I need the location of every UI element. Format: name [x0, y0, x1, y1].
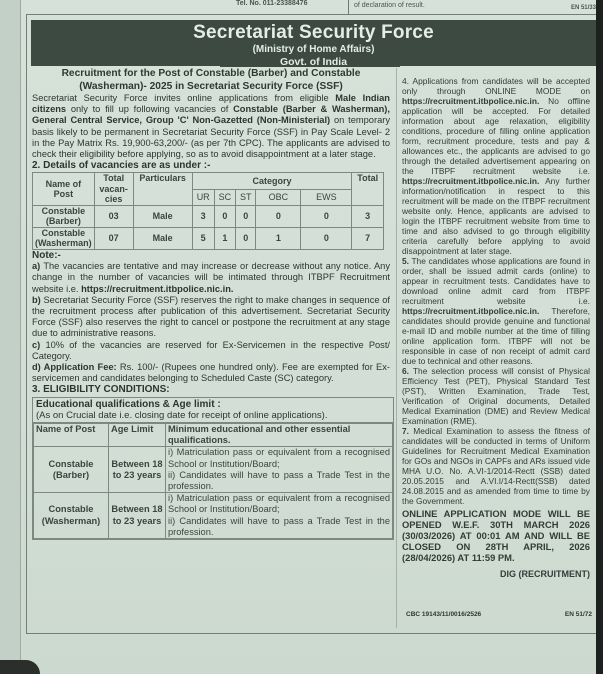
- cell-sc: 1: [214, 227, 235, 249]
- vacancies-heading: 2. Details of vacancies are as under :-: [32, 160, 211, 172]
- cell-total: 3: [352, 205, 384, 227]
- cell-ews: 0: [301, 227, 352, 249]
- page-edge-shadow: [596, 0, 603, 674]
- point-7: [402, 426, 590, 506]
- note-label: b): [32, 294, 41, 305]
- qualification-1: i) Matriculation pass or equivalent from a recognised School or Institution/Board;: [168, 493, 390, 515]
- eligibility-box: [32, 397, 394, 540]
- cell-obc: 1: [256, 227, 301, 249]
- declaration-text: of declaration of result.: [354, 2, 425, 9]
- table-row: [33, 205, 384, 227]
- note-a: [32, 261, 390, 295]
- point-6: [402, 366, 590, 426]
- col-total-vac: Total vacan-cies: [94, 173, 133, 206]
- divider: [348, 0, 349, 14]
- cell-ews: 0: [301, 205, 352, 227]
- col-post: Name of Post: [34, 423, 109, 446]
- title-line-1: Recruitment for the Post of Constable (Barber) and Constable: [61, 68, 361, 79]
- cell-ur: 3: [192, 205, 214, 227]
- note-text: The vacancies are tentative and may increase or decrease without any notice. Any change in the number of vacancies will be intimated through ITBPF Recruitment website i.e.: [32, 261, 390, 294]
- recruitment-title: [32, 68, 390, 93]
- note-c: [32, 340, 390, 362]
- cell-total-vac: 07: [94, 227, 133, 249]
- ministry-text: (Ministry of Home Affairs): [252, 44, 375, 55]
- ad-code: EN 51/33: [570, 5, 596, 11]
- col-particulars: Particulars: [133, 173, 192, 206]
- cell-particulars: Male: [133, 205, 192, 227]
- cell-age: Between 18 to 23 years: [109, 493, 166, 539]
- qualification-2: ii) Candidates will have to pass a Trade Test in the profession.: [168, 469, 390, 491]
- intro-text: Secretariat Security Force invites online applications from eligible: [32, 93, 336, 103]
- point-text: Medical Examination to assess the fitness of candidates will be conducted in terms of Uniform Guidelines for Recruitment Medical Examination for GOs and NGOs in CAPFs and ARs issued vide MHA U.O. No. A.VI-1/2014-Rectt (SSB) dated 20.05.2015 and A.VI.I/14-Rectt(SSB) dated 24.08.2015 and as amended from time to time by the Government.: [402, 426, 590, 506]
- col-name: Name of Post: [33, 173, 95, 206]
- en-code: EN 51/72: [564, 611, 592, 618]
- point-text: Therefore, candidates should provide genuine and functional e-mail ID and mobile number at the time of filling online application form. ITBPF will not be responsible in case of non receipt of admit card due to technical and other reasons.: [402, 306, 590, 366]
- note-label: a): [32, 261, 41, 272]
- point-number: 5.: [402, 256, 409, 266]
- eligibility-table: [33, 423, 393, 539]
- eligibility-heading: 3. ELIGIBILITY CONDITIONS:: [32, 384, 170, 396]
- col-age: Age Limit: [109, 423, 166, 446]
- cell-qualifications: [166, 447, 393, 493]
- qualification-1: i) Matriculation pass or equivalent from a recognised School or Institution/Board;: [168, 447, 390, 469]
- org-title: Secretariat Security Force: [193, 22, 434, 43]
- intro-text: on temporary basis likely to be permanent in Secretariat Security Force (SSF) in Pay Scale Level- 2 in the Pay Matrix Rs. 19,900-63,200/- (as per 7th CPC). The applicants are advised to check their eligibility before applying, so as to avoid disappointment at a later stage.: [32, 115, 390, 160]
- point-5: [402, 256, 590, 366]
- col-obc: OBC: [256, 189, 301, 205]
- recruitment-link[interactable]: https://recruitment.itbpolice.nic.in.: [402, 306, 540, 316]
- col-qual: Minimum educational and other essential qualifications.: [166, 423, 393, 446]
- vacancies-table: [32, 172, 384, 250]
- title-line-2: (Washerman)- 2025 in Secretariat Security Force (SSF): [79, 80, 343, 92]
- signatory: DIG (RECRUITMENT): [500, 569, 590, 579]
- note-b: [32, 295, 390, 340]
- note-label: d) Application Fee:: [32, 361, 117, 372]
- cell-post: Constable (Barber): [34, 447, 109, 493]
- intro-text: only to fill up following vacancies of: [66, 104, 234, 115]
- cell-ur: 5: [192, 227, 214, 249]
- table-row: [34, 447, 393, 493]
- cbc-code: CBC 19143/11/0016/2526: [406, 611, 482, 618]
- cell-post: Constable (Washerman): [34, 493, 109, 539]
- right-column: [402, 76, 590, 579]
- point-number: 7.: [402, 426, 409, 436]
- note-text: Rs. 100/- (Rupees one hundred only). Fee are exempted for Ex-servicemen and candidates belonging to Scheduled Caste (SC) category.: [32, 361, 390, 384]
- point-text: Any further information/notification in respect to this recruitment will be made on the ITBPF recruitment website only. Hence, applicants are advised to login the ITBPF recruitment website from time to time and also advised to go through eligibility criteria carefully before applying to avoid disappointment at later stage.: [402, 176, 590, 256]
- point-text: 4. Applications from candidates will be accepted only through ONLINE MODE on: [402, 76, 590, 96]
- point-text: No offline application will be accepted. For detailed information about age relaxation, eligibility conditions, procedure of filling online application form, recruitment procedure, tests and pay & allowances etc., the applicants are advised to go through the detailed advertisement appearing on the ITBPF recruitment website i.e.: [402, 96, 590, 176]
- recruitment-link[interactable]: https://recruitment.itbpolice.nic.in.: [81, 283, 234, 294]
- point-4: [402, 76, 590, 256]
- cell-post: Constable (Washerman): [33, 227, 95, 249]
- note-d: [32, 362, 390, 384]
- table-row: [33, 227, 384, 249]
- col-total: Total: [352, 173, 384, 206]
- adjacent-column-edge: [0, 0, 21, 674]
- online-mode-notice: ONLINE APPLICATION MODE WILL BE OPENED W.E.F. 30TH MARCH 2026 (30/03/2026) AT 00:01 AM AND WILL BE CLOSED ON 28TH APRIL, 2026 (28/04/2026) AT 11:59 PM.: [402, 508, 590, 563]
- col-ur: UR: [192, 189, 214, 205]
- note-text: 10% of the vacancies are reserved for Ex-Servicemen in the respective Post/ Category.: [32, 339, 390, 361]
- column-divider: [396, 68, 397, 628]
- intro-paragraph: [32, 93, 390, 160]
- point-text: The selection process will consist of Physical Efficiency Test (PET), Physical Standard Test (PST), Written Examination, Trade Test, Verification of Original documents, Detailed Medical Examination (DME) and Review Medical Examination (RME).: [402, 366, 590, 426]
- cell-st: 0: [236, 227, 256, 249]
- previous-ad-strip: [26, 0, 600, 15]
- note-label: c): [32, 339, 41, 350]
- notes-heading: Note:-: [32, 249, 61, 261]
- col-sc: SC: [214, 189, 235, 205]
- col-category: Category: [192, 173, 352, 189]
- left-column: [32, 68, 390, 540]
- corner-shadow: [0, 660, 40, 674]
- table-row: [34, 493, 393, 539]
- eligibility-box-title: Educational qualifications & Age limit :: [36, 398, 221, 410]
- cell-qualifications: [166, 493, 393, 539]
- cell-sc: 0: [214, 205, 235, 227]
- cell-total: 7: [352, 227, 384, 249]
- notes-section: [32, 250, 390, 384]
- cell-post: Constable (Barber): [33, 205, 95, 227]
- col-ews: EWS: [301, 189, 352, 205]
- intro-bold: Male Indian citizens: [32, 93, 390, 115]
- cell-st: 0: [236, 205, 256, 227]
- cell-age: Between 18 to 23 years: [109, 447, 166, 493]
- phone-fragment: Tel. No. 011-23388476: [236, 0, 308, 7]
- eligibility-box-subtitle: (As on Crucial date i.e. closing date for receipt of online applications).: [33, 410, 393, 423]
- cell-particulars: Male: [133, 227, 192, 249]
- recruitment-link[interactable]: https://recruitment.itbpolice.nic.in.: [402, 96, 540, 106]
- recruitment-link[interactable]: https://recruitment.itbpolice.nic.in.: [402, 176, 540, 186]
- qualification-2: ii) Candidates will have to pass a Trade Test in the profession.: [168, 515, 390, 537]
- intro-bold: Constable (Barber & Washerman), General Central Service, Group 'C' Non-Gazetted (Non-Ministerial): [32, 104, 390, 126]
- govt-text: Govt. of India: [279, 56, 348, 68]
- note-text: Secretariat Security Force (SSF) reserves the right to make changes in sequence of the recruitment process after publication of this advertisement. Secretariat Security Force (SSF) also reserves the right to cancel or postpone the recruitment at any stage due to administrative reasons.: [32, 294, 390, 339]
- footer-codes: [406, 611, 592, 618]
- cell-obc: 0: [256, 205, 301, 227]
- point-text: The candidates whose applications are found in order, shall be issued admit cards (online) to appear in recruitment tests. Candidates have to download online admit card from ITBPF recruitment website i.e.: [402, 256, 590, 306]
- col-st: ST: [236, 189, 256, 205]
- point-number: 6.: [402, 366, 409, 376]
- cell-total-vac: 03: [94, 205, 133, 227]
